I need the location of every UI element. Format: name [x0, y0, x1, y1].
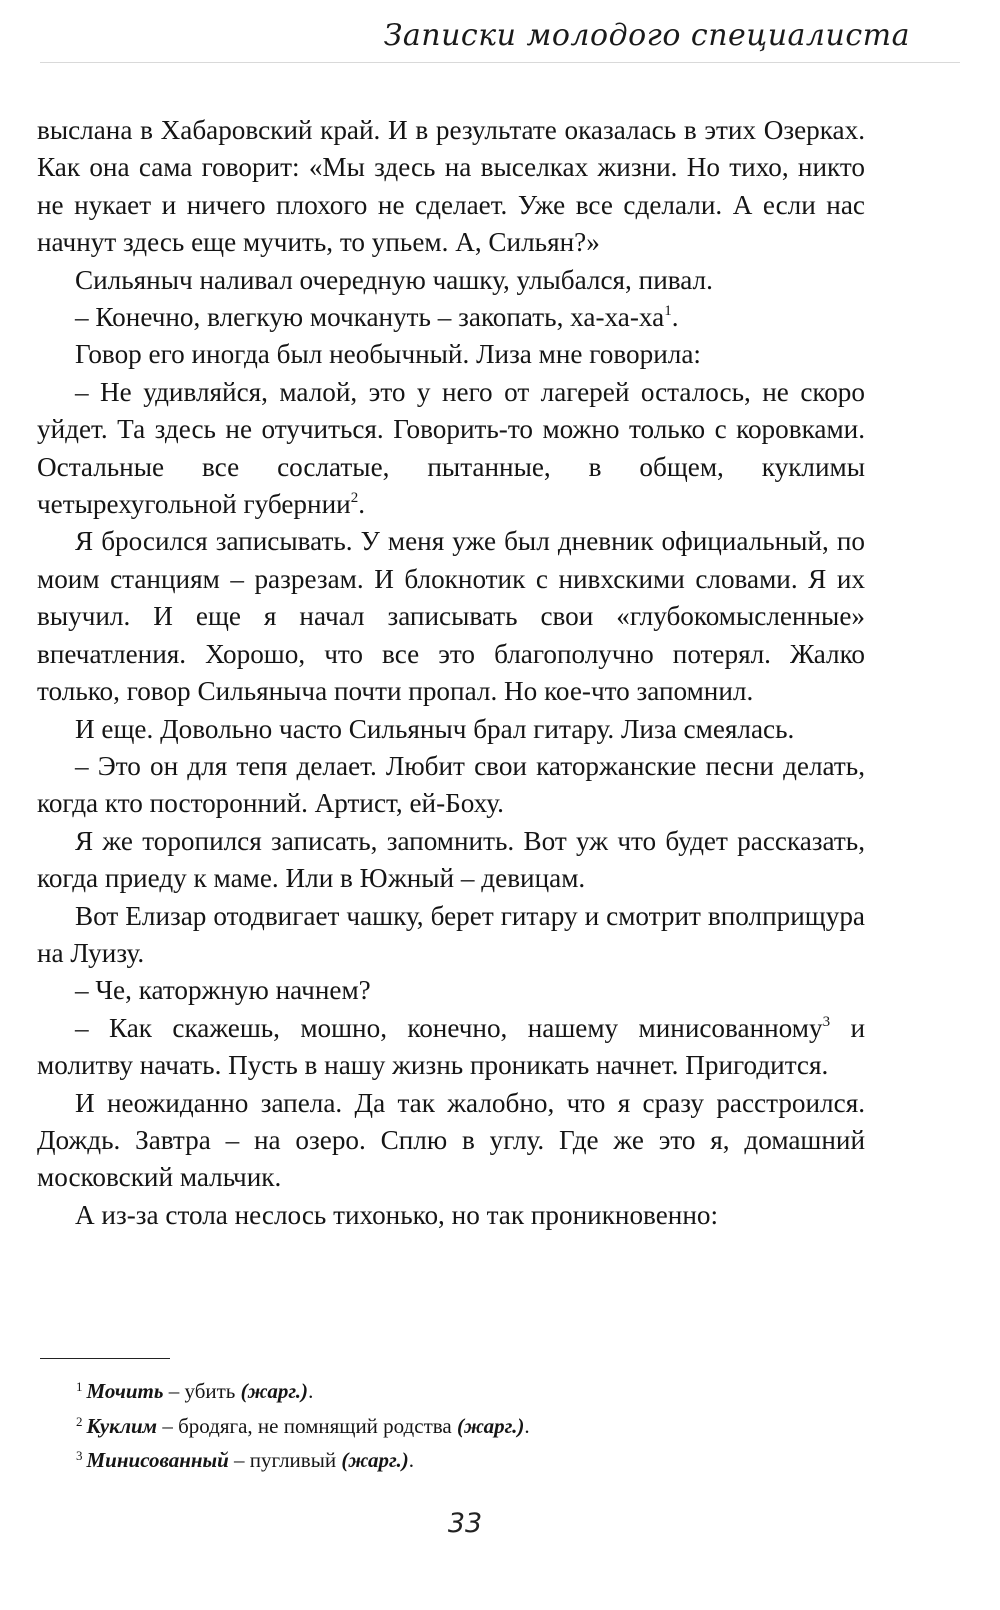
- paragraph: – Конечно, влегкую мочкануть – закопать, $ха-ха-ха^1$.: [75, 302, 679, 333]
- paragraph: Вот Елизар отодвигает чашку, берет гитару и смотрит вполприщура на Луизу.: [37, 900, 865, 968]
- paragraph: выслана в Хабаровский край. И в результате оказалась в этих Озерках. Как она сама говорит: «Мы здесь на выселках жизни. Но тихо, никто не нукает и ничего плохого не сделает. Уже все сделали. А если нас начнут здесь еще мучить, то упьем. А, Сильян?»: [37, 115, 865, 258]
- paragraph: – Не удивляйся, малой, это у него от лагерей осталось, не скоро уйдет. Та здесь не отучиться. Говорить-то можно только с коровками. Остальные все сослатые, пытанные, в общем, куклимы четырехугольной губернии$^2$.: [37, 376, 865, 520]
- footnote: $^1$ Мочить – убить (жарг.).: [76, 1379, 314, 1403]
- paragraph: Я бросился записывать. У меня уже был дневник официальный, по моим станциям – разрезам. И блокнотик с нивхскими словами. Я их выучил. И еще я начал записывать свои «глубокомысленные» впечатления. Хорошо, что все это благополучно потерял. Жалко только, говор Сильяныча почти пропал. Но кое-что запомнил.: [37, 526, 865, 707]
- footnote-ref[interactable]: 3: [822, 1013, 831, 1030]
- running-header: [0, 0, 1000, 70]
- paragraph: И еще. Довольно часто Сильяныч брал гитару. Лиза смеялась.: [75, 713, 795, 744]
- paragraph: – Че, каторжную начнем?: [75, 975, 371, 1006]
- body-text: [37, 112, 865, 1234]
- paragraph: И неожиданно запела. Да так жалобно, что я сразу расстроился. Дождь. Завтра – на озеро. Сплю в углу. Где же это я, домашний московский мальчик.: [37, 1087, 865, 1193]
- paragraph: Сильяныч наливал очередную чашку, улыбался, пивал.: [75, 264, 713, 295]
- footnote-ref[interactable]: 1: [664, 303, 672, 320]
- paragraph: – Как скажешь, мошно, конечно, нашему минисованному$^3$ и молитву начать. Пусть в нашу жизнь проникать начнет. Пригодится.: [37, 1012, 865, 1081]
- footnote-ref[interactable]: 2: [350, 490, 359, 507]
- paragraph: Говор его иногда был необычный. Лиза мне говорила:: [75, 339, 701, 370]
- footnotes: [76, 1370, 876, 1474]
- paragraph: А из-за стола неслось тихонько, но так проникновенно:: [75, 1199, 719, 1230]
- page-number: 33: [447, 1508, 483, 1539]
- paragraph: Я же торопился записать, запомнить. Вот уж что будет рассказать, когда приеду к маме. Или в Южный – девицам.: [37, 825, 865, 894]
- running-header-title: Записки молодого специалиста: [383, 18, 910, 53]
- header-divider: [40, 62, 960, 63]
- footnote-divider: [40, 1358, 170, 1359]
- footnote: $^3$ Минисованный – пугливый (жарг.).: [76, 1448, 415, 1472]
- paragraph: – Это он для тепя делает. Любит свои каторжанские песни делать, когда кто посторонний. Артист, ей-Боху.: [37, 750, 865, 819]
- footnote: $^2$ Куклим – бродяга, не помнящий родства (жарг.).: [76, 1413, 530, 1438]
